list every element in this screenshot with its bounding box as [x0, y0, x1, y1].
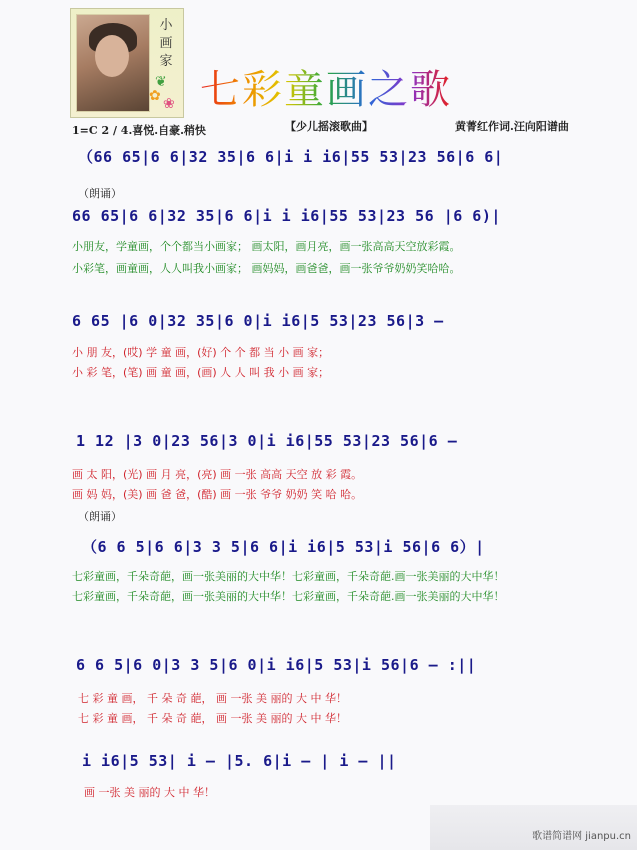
chorus-recitation-text-2: 七彩童画，千朵奇葩，画一张美丽的大中华！七彩童画，千朵奇葩.画一张美丽的大中华！ — [72, 590, 505, 603]
lyric-verse-a-2: 小 彩 笔，(笔) 画 童 画，(画) 人 人 叫 我 小 画 家； — [72, 366, 330, 379]
recitation-label: （朗诵） — [78, 510, 122, 523]
lyric-chorus-1: 七 彩 童 画， 千 朵 奇 葩， 画 一张 美 丽的 大 中 华！ — [78, 692, 347, 705]
site-watermark: 歌谱简谱网 jianpu.cn — [532, 831, 631, 842]
recitation-text-2: 小彩笔，画童画，人人叫我小画家； 画妈妈，画爸爸，画一张爷爷奶奶笑哈哈。 — [72, 262, 461, 275]
notation-line-chorus-recitation: （6 6 5|6 6|3 3 5|6 6|i i6|5 53|i 56|6 6）| — [82, 538, 485, 556]
song-title: 七彩童画之歌 — [200, 58, 452, 115]
photo-label: 小画家 — [159, 18, 173, 69]
flower-icon: ❀ — [163, 96, 175, 112]
lyric-ending: 画 一张 美 丽的 大 中 华！ — [84, 786, 215, 799]
chorus-recitation-text-1: 七彩童画，千朵奇葩，画一张美丽的大中华！七彩童画，千朵奇葩.画一张美丽的大中华！ — [72, 570, 505, 583]
notation-line-intro: （66 65|6 6|32 35|6 6|i i i6|55 53|23 56|6 6| — [78, 148, 504, 166]
notation-line-chorus: 6 6 5|6 0|3 3 5|6 0|i i6|5 53|i 56|6 — :|| — [76, 656, 477, 674]
flower-icon: ✿ — [149, 88, 161, 104]
recitation-label: （朗诵） — [78, 187, 122, 200]
key-and-tempo: 1=C 2 / 4.喜悦.自豪.稍快 — [72, 124, 206, 137]
lyric-verse-b-1: 画 太 阳，(光) 画 月 亮，(亮) 画 一张 高高 天空 放 彩 霞。 — [72, 468, 363, 481]
lyric-chorus-2: 七 彩 童 画， 千 朵 奇 葩， 画 一张 美 丽的 大 中 华！ — [78, 712, 347, 725]
notation-line-verse-b: 1 12 |3 0|23 56|3 0|i i6|55 53|23 56|6 — — [76, 432, 458, 450]
lyric-verse-b-2: 画 妈 妈，(美) 画 爸 爸，(酷) 画 一张 爷爷 奶奶 笑 哈 哈。 — [72, 488, 363, 501]
song-credits: 黄菁红作词.汪向阳谱曲 — [455, 120, 569, 133]
lyric-verse-a-1: 小 朋 友，(哎) 学 童 画，(好) 个 个 都 当 小 画 家； — [72, 346, 330, 359]
singer-photo-card — [70, 8, 184, 118]
notation-line-ending: i i6|5 53| i — |5. 6|i — | i — || — [82, 752, 397, 770]
face-shape — [95, 35, 129, 77]
leaf-icon: ❦ — [155, 74, 167, 90]
singer-photo — [76, 14, 150, 112]
notation-line-verse-a: 6 65 |6 0|32 35|6 0|i i6|5 53|23 56|3 — — [72, 312, 444, 330]
recitation-text-1: 小朋友，学童画，个个都当小画家； 画太阳，画月亮，画一张高高天空放彩霞。 — [72, 240, 461, 253]
notation-line-recitation: 66 65|6 6|32 35|6 6|i i i6|55 53|23 56 |6 6)| — [72, 207, 501, 225]
song-genre: 【少儿摇滚歌曲】 — [285, 120, 373, 133]
